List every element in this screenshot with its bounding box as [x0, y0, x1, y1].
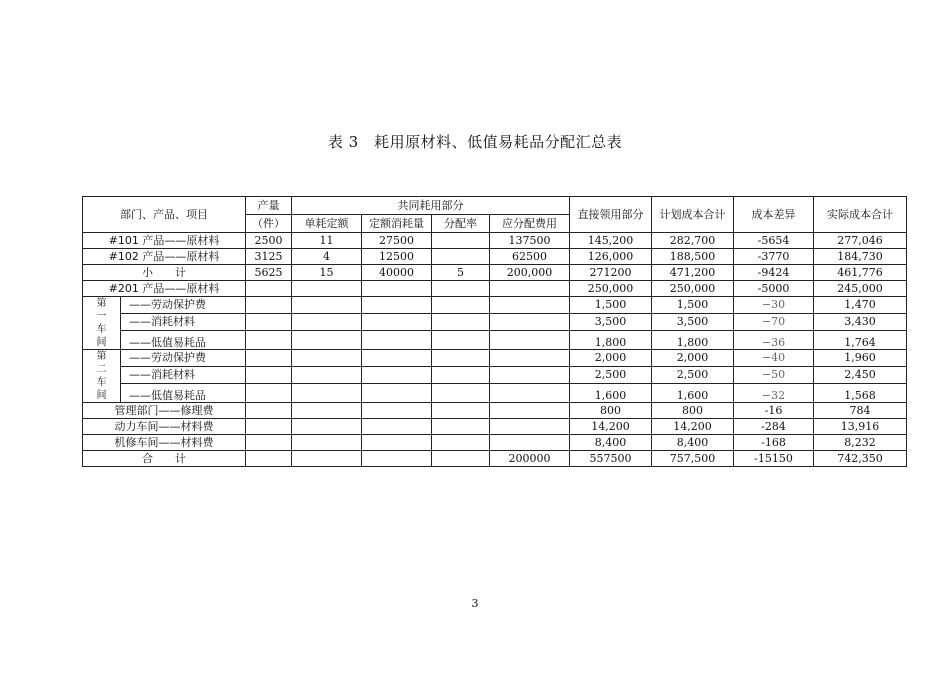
- cell-cost-diff: -16: [734, 403, 814, 419]
- cell-unit-quota: 4: [292, 249, 362, 265]
- cell-actual-total: 1,568: [814, 383, 907, 402]
- cell-actual-total: 277,046: [814, 233, 907, 249]
- cell-direct: 14,200: [570, 419, 652, 435]
- header-actual-total: 实际成本合计: [814, 197, 907, 233]
- row-label: ——劳动保护费: [121, 350, 246, 367]
- cell-direct: 1,800: [570, 330, 652, 349]
- table-row: [83, 419, 907, 435]
- cell-actual-total: 184,730: [814, 249, 907, 265]
- cell-unit-quota: 15: [292, 265, 362, 281]
- cell-cost-diff: -5000: [734, 281, 814, 297]
- cell-direct: 3,500: [570, 313, 652, 330]
- header-output-top: 产量: [246, 197, 292, 215]
- header-unit-quota: 单耗定额: [292, 215, 362, 233]
- row-label: 合 计: [83, 451, 246, 467]
- cell-direct: 126,000: [570, 249, 652, 265]
- row-label: 机修车间——材料费: [83, 435, 246, 451]
- table-row: [83, 297, 907, 314]
- cell-plan-total: 250,000: [652, 281, 734, 297]
- cell-plan-total: 2,000: [652, 350, 734, 367]
- cell-actual-total: 13,916: [814, 419, 907, 435]
- cell-cost-diff: -168: [734, 435, 814, 451]
- cell-plan-total: 2,500: [652, 366, 734, 383]
- header-direct: 直接领用部分: [570, 197, 652, 233]
- header-row-1: [83, 197, 907, 215]
- row-label: #201 产品——原材料: [83, 281, 246, 297]
- row-label: 管理部门——修理费: [83, 403, 246, 419]
- cell-actual-total: 8,232: [814, 435, 907, 451]
- cell-cost-diff: -9424: [734, 265, 814, 281]
- table-row: [83, 435, 907, 451]
- header-shared: 共同耗用部分: [292, 197, 570, 215]
- row-label: ——消耗材料: [121, 313, 246, 330]
- cell-actual-total: 784: [814, 403, 907, 419]
- page-number: 3: [471, 597, 479, 610]
- cell-direct: 1,600: [570, 383, 652, 402]
- cell-plan-total: 471,200: [652, 265, 734, 281]
- allocation-summary-table: [82, 196, 907, 467]
- cell-output: 5625: [246, 265, 292, 281]
- cell-direct: 800: [570, 403, 652, 419]
- table-row: [83, 383, 907, 402]
- cell-direct: 2,000: [570, 350, 652, 367]
- cell-alloc-cost: 200,000: [490, 265, 570, 281]
- cell-output: 3125: [246, 249, 292, 265]
- cell-actual-total: 2,450: [814, 366, 907, 383]
- row-label: ——低值易耗品: [121, 383, 246, 402]
- header-cost-diff: 成本差异: [734, 197, 814, 233]
- table-row: [83, 330, 907, 349]
- cell-cost-diff: −40: [734, 350, 814, 367]
- cell-unit-quota: 11: [292, 233, 362, 249]
- table-row: [83, 281, 907, 297]
- cell-plan-total: 8,400: [652, 435, 734, 451]
- cell-cost-diff: −36: [734, 330, 814, 349]
- cell-direct: 2,500: [570, 366, 652, 383]
- cell-plan-total: 282,700: [652, 233, 734, 249]
- cell-direct: 145,200: [570, 233, 652, 249]
- cell-plan-total: 1,800: [652, 330, 734, 349]
- table-row: [83, 366, 907, 383]
- table-row: [83, 313, 907, 330]
- cell-plan-total: 1,500: [652, 297, 734, 314]
- table-title: 表 3 耗用原材料、低值易耗品分配汇总表: [327, 133, 623, 151]
- row-label: ——劳动保护费: [121, 297, 246, 314]
- cell-alloc-cost: 137500: [490, 233, 570, 249]
- header-quota-consumption: 定额消耗量: [362, 215, 432, 233]
- cell-plan-total: 800: [652, 403, 734, 419]
- cell-cost-diff: −50: [734, 366, 814, 383]
- table-row: [83, 350, 907, 367]
- cell-direct: 250,000: [570, 281, 652, 297]
- cell-direct: 1,500: [570, 297, 652, 314]
- row-label: ——低值易耗品: [121, 330, 246, 349]
- table-row: [83, 249, 907, 265]
- cell-cost-diff: -15150: [734, 451, 814, 467]
- cell-actual-total: 245,000: [814, 281, 907, 297]
- workshop-2-label: 第 二 车 间: [83, 350, 121, 403]
- cell-actual-total: 1,764: [814, 330, 907, 349]
- row-label: 小 计: [83, 265, 246, 281]
- cell-cost-diff: −32: [734, 383, 814, 402]
- cell-actual-total: 1,960: [814, 350, 907, 367]
- cell-quota-consumption: 40000: [362, 265, 432, 281]
- table-row: [83, 233, 907, 249]
- cell-actual-total: 3,430: [814, 313, 907, 330]
- header-alloc-cost: 应分配费用: [490, 215, 570, 233]
- cell-alloc-rate: [432, 233, 490, 249]
- cell-cost-diff: -3770: [734, 249, 814, 265]
- row-label: ——消耗材料: [121, 366, 246, 383]
- row-label: #101 产品——原材料: [83, 233, 246, 249]
- cell-alloc-rate: 5: [432, 265, 490, 281]
- table-row: [83, 403, 907, 419]
- header-output-bottom: （件）: [246, 215, 292, 233]
- cell-cost-diff: −30: [734, 297, 814, 314]
- cell-plan-total: 757,500: [652, 451, 734, 467]
- header-alloc-rate: 分配率: [432, 215, 490, 233]
- cell-plan-total: 3,500: [652, 313, 734, 330]
- cell-direct: 557500: [570, 451, 652, 467]
- header-plan-total: 计划成本合计: [652, 197, 734, 233]
- cell-alloc-cost: 62500: [490, 249, 570, 265]
- cell-direct: 8,400: [570, 435, 652, 451]
- cell-alloc-rate: [432, 249, 490, 265]
- cell-plan-total: 188,500: [652, 249, 734, 265]
- row-label: #102 产品——原材料: [83, 249, 246, 265]
- subtotal-row: [83, 265, 907, 281]
- cell-cost-diff: −70: [734, 313, 814, 330]
- total-row: [83, 451, 907, 467]
- header-dept: 部门、产品、项目: [83, 197, 246, 233]
- cell-cost-diff: -284: [734, 419, 814, 435]
- cell-actual-total: 461,776: [814, 265, 907, 281]
- workshop-1-label: 第 一 车 间: [83, 297, 121, 350]
- cell-actual-total: 1,470: [814, 297, 907, 314]
- cell-direct: 271200: [570, 265, 652, 281]
- row-label: 动力车间——材料费: [83, 419, 246, 435]
- cell-actual-total: 742,350: [814, 451, 907, 467]
- cell-quota-consumption: 27500: [362, 233, 432, 249]
- cell-cost-diff: -5654: [734, 233, 814, 249]
- cell-alloc-cost: 200000: [490, 451, 570, 467]
- cell-plan-total: 14,200: [652, 419, 734, 435]
- cell-plan-total: 1,600: [652, 383, 734, 402]
- cell-quota-consumption: 12500: [362, 249, 432, 265]
- cell-output: 2500: [246, 233, 292, 249]
